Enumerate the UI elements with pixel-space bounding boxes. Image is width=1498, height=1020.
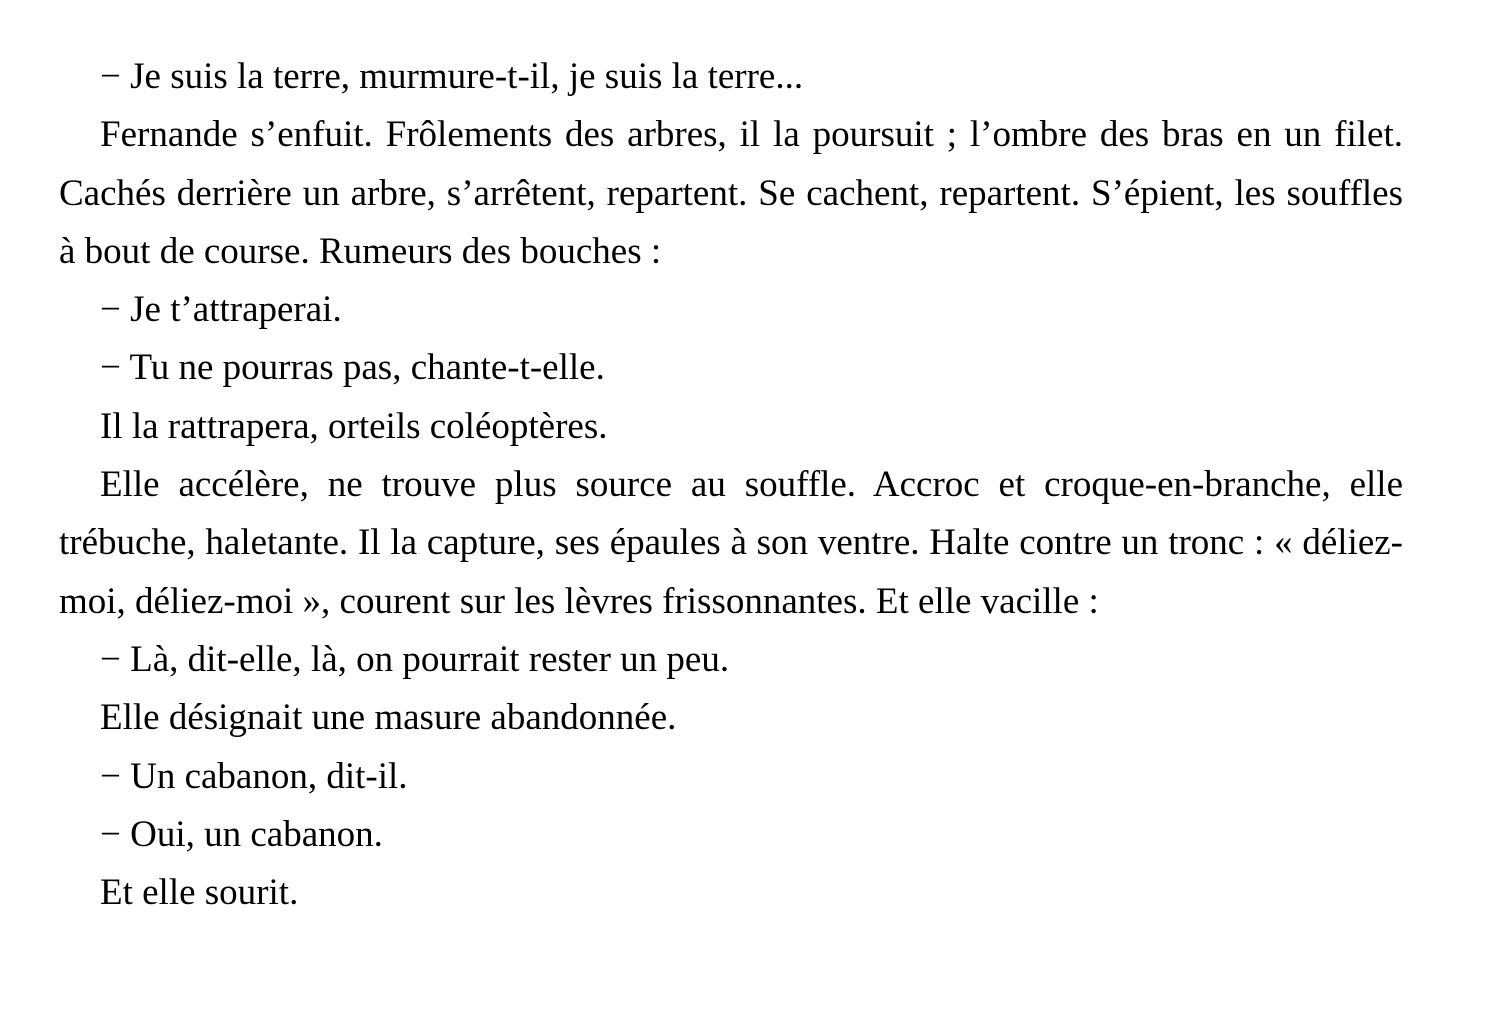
paragraph-dialogue-oui-cabanon: − Oui, un cabanon. [100,813,383,855]
paragraph-dialogue-la-dit-elle: − Là, dit-elle, là, on pourrait rester un peu. [100,638,730,680]
paragraph-elle-accelere: Elle accélère, ne trouve plus source au souffle. Accroc et croque-en-branche, elle trébuche, haletante. Il la capture, ses épaules à son ventre. Halte contre un tronc : « déliez-moi, déliez-moi », courent sur les lèvres frissonnantes. Et elle vacille : [59,464,1403,622]
paragraph-dialogue-terre: − Je suis la terre, murmure-t-il, je suis la terre... [100,56,804,97]
document-page [59,48,1403,922]
paragraph-dialogue-pourras-pas: − Tu ne pourras pas, chante-t-elle. [100,347,605,389]
paragraph-rattrapera: Il la rattrapera, orteils coléoptères. [100,405,608,447]
paragraph-masure: Elle désignait une masure abandonnée. [100,697,677,739]
paragraph-elle-sourit: Et elle sourit. [100,872,299,914]
paragraph-dialogue-cabanon: − Un cabanon, dit-il. [100,755,408,797]
paragraph-dialogue-attraperai: − Je t’attraperai. [100,289,342,331]
paragraph-fernande-enfuit: Fernande s’enfuit. Frôlements des arbres, il la poursuit ; l’ombre des bras en un filet. Cachés derrière un arbre, s’arrêtent, repartent. Se cachent, repartent. S’épient, les souffles à bout de course. Rumeurs des bouches : [59,114,1403,272]
